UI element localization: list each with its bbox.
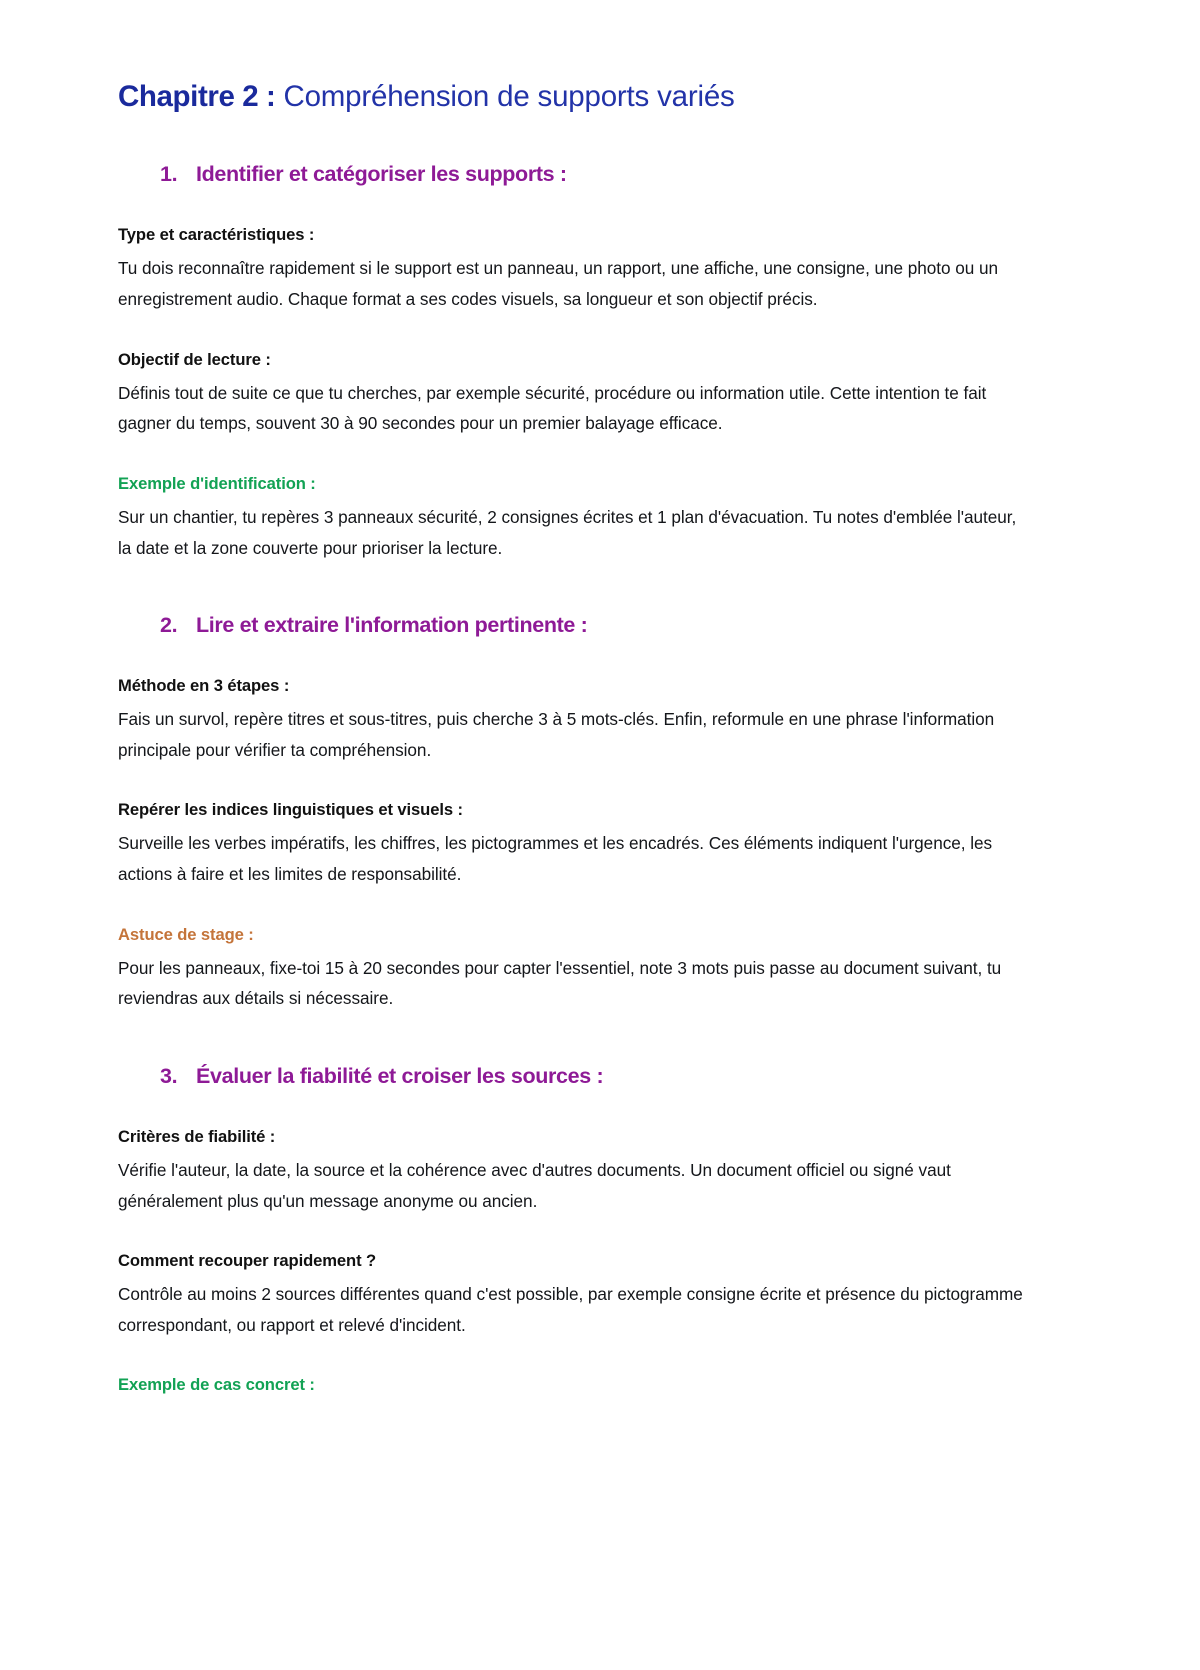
section-heading-1 bbox=[118, 162, 1030, 187]
page-title bbox=[118, 78, 1030, 116]
section-2 bbox=[118, 613, 1030, 1014]
block-criteres-de-fiabilite bbox=[118, 1125, 1030, 1216]
body-astuce-de-stage: Pour les panneaux, fixe-toi 15 à 20 secondes pour capter l'essentiel, note 3 mots puis passe au document suivant, tu reviendras aux détails si nécessaire. bbox=[118, 957, 1002, 1009]
block-reperer-les-indices bbox=[118, 798, 1030, 889]
body-criteres-de-fiabilite: Vérifie l'auteur, la date, la source et la cohérence avec d'autres documents. Un document officiel ou signé vaut généralement plus qu'un message anonyme ou ancien. bbox=[118, 1159, 951, 1211]
block-objectif-de-lecture bbox=[118, 348, 1030, 439]
body-reperer-les-indices: Surveille les verbes impératifs, les chiffres, les pictogrammes et les encadrés. Ces éléments indiquent l'urgence, les actions à faire et les limites de responsabilité. bbox=[118, 833, 993, 885]
section-3 bbox=[118, 1064, 1030, 1398]
section-heading-2 bbox=[118, 613, 1030, 638]
sub-heading-exemple-de-cas-concret: Exemple de cas concret : bbox=[118, 1375, 315, 1395]
body-methode-en-3-etapes: Fais un survol, repère titres et sous-titres, puis cherche 3 à 5 mots-clés. Enfin, reformule en une phrase l'information principale pour vérifier ta compréhension. bbox=[118, 709, 995, 760]
section-1 bbox=[118, 162, 1030, 563]
sub-heading-reperer-les-indices: Repérer les indices linguistiques et visuels : bbox=[118, 800, 463, 820]
page-title-rest: Compréhension de supports variés bbox=[275, 80, 735, 113]
body-objectif-de-lecture: Définis tout de suite ce que tu cherches, par exemple sécurité, procédure ou information utile. Cette intention te fait gagner du temps, souvent 30 à 90 secondes pour un premier balayage efficace. bbox=[118, 382, 987, 434]
section-number-1: 1. bbox=[160, 162, 178, 187]
body-type-et-caracteristiques: Tu dois reconnaître rapidement si le support est un panneau, un rapport, une affiche, une consigne, une photo ou un enregistrement audio. Chaque format a ses codes visuels, sa longueur et son objectif précis. bbox=[118, 258, 999, 309]
section-title-1: Identifier et catégoriser les supports : bbox=[196, 162, 567, 187]
block-astuce-de-stage bbox=[118, 923, 1030, 1014]
block-exemple-de-cas-concret bbox=[118, 1373, 1030, 1397]
sub-heading-criteres-de-fiabilite: Critères de fiabilité : bbox=[118, 1126, 276, 1146]
sub-heading-exemple-identification: Exemple d'identification : bbox=[118, 473, 316, 493]
block-exemple-identification bbox=[118, 472, 1030, 563]
section-number-3: 3. bbox=[160, 1063, 178, 1088]
body-comment-recouper: Contrôle au moins 2 sources différentes quand c'est possible, par exemple consigne écrite et présence du pictogramme correspondant, ou rapport et relevé d'incident. bbox=[118, 1284, 1023, 1335]
sub-heading-type-et-caracteristiques: Type et caractéristiques : bbox=[118, 225, 315, 245]
sub-heading-comment-recouper: Comment recouper rapidement ? bbox=[118, 1251, 377, 1271]
page-title-prefix: Chapitre 2 : bbox=[118, 80, 276, 113]
section-number-2: 2. bbox=[160, 613, 178, 638]
block-type-et-caracteristiques bbox=[118, 223, 1030, 314]
sub-heading-objectif-de-lecture: Objectif de lecture : bbox=[118, 349, 271, 369]
section-title-3: Évaluer la fiabilité et croiser les sources : bbox=[196, 1063, 604, 1088]
block-comment-recouper bbox=[118, 1249, 1030, 1340]
block-methode-en-3-etapes bbox=[118, 674, 1030, 765]
sub-heading-astuce-de-stage: Astuce de stage : bbox=[118, 924, 254, 944]
section-heading-3 bbox=[118, 1064, 1030, 1089]
sub-heading-methode-en-3-etapes: Méthode en 3 étapes : bbox=[118, 676, 290, 696]
body-exemple-identification: Sur un chantier, tu repères 3 panneaux sécurité, 2 consignes écrites et 1 plan d'évacuation. Tu notes d'emblée l'auteur, la date et la zone couverte pour prioriser la lecture. bbox=[118, 506, 1017, 558]
section-title-2: Lire et extraire l'information pertinente : bbox=[196, 613, 588, 638]
